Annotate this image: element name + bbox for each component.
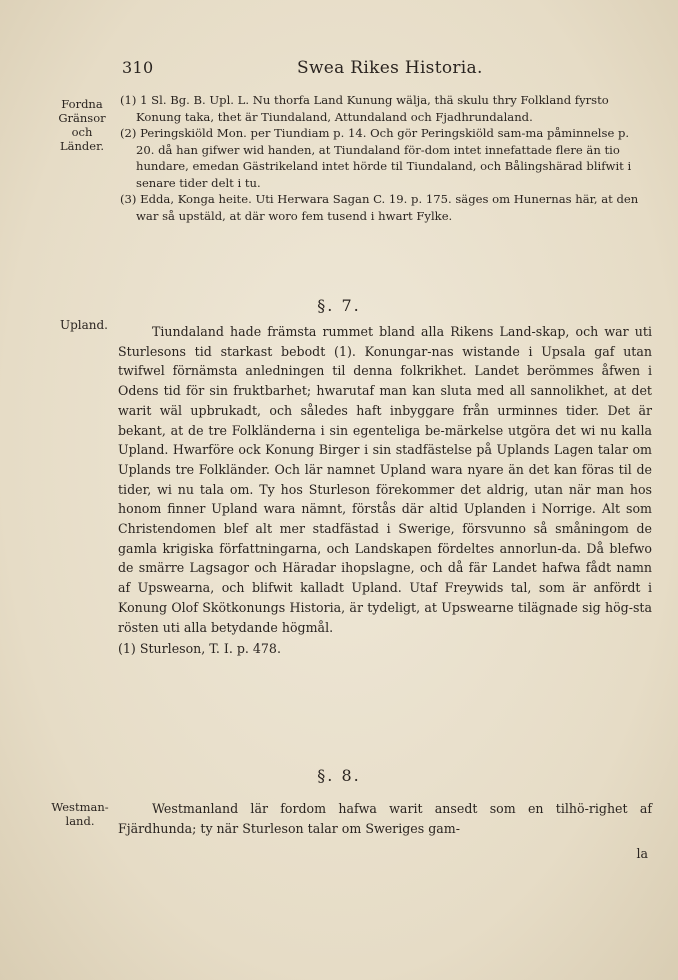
page-number: 310	[122, 58, 154, 77]
section-7-footnote: (1) Sturleson, T. I. p. 478.	[118, 641, 281, 657]
margin-note-line: Fordna	[61, 97, 103, 111]
margin-note-line: Gränsor	[58, 111, 106, 125]
footnote-2: (2) Peringskiöld Mon. per Tiundiam p. 14. Och gör Peringskiöld sam-ma påminnelse p. 20. då han gifwer wid handen, at Tiundaland för-dom intet innefattade flere än tio hundare, emedan Gästrikeland intet hörde til Tiundaland, och Bålingshärad blifwit i senare tider delt i tu.	[120, 126, 632, 190]
margin-note-line: och	[71, 125, 93, 139]
margin-note-westmanland	[44, 800, 116, 828]
section-7-paragraph: Tiundaland hade främsta rummet bland alla Rikens Land-skap, och war uti Sturlesons tid starkast bebodt (1). Konungar-nas wistande i Upsala gaf utan twifwel förnämsta anledningen til denna folkrikhet. Landet berömmes åfwen i Odens tid för sin fruktbarhet; hwarutaf man kan sluta med all sannolikhet, at det warit wäl upbrukadt, och således haft inbyggare från urminnes tider. Det är bekant, at de tre Folkländerna i sin egenteliga be-märkelse utgöra det wi nu kalla Upland. Hwarföre ock Konung Birger i sin stadfästelse på Uplands Lagen talar om Uplands tre Folkländer. Och lär namnet Upland wara nyare än det kan föras til de tider, wi nu tala om. Ty hos Sturleson förekommer det aldrig, utan när man hos honom finner Upland wara nämnt, förstås där altid Uplanden i Norrige. Alt som Christendomen blef alt mer stadfästad i Swerige, försvunno så småningom de gamla krigiska författningarna, och Landskapen fördeltes annorlun-da. Då blefwo de smärre Lagsagor och Häradar ihopslagne, och då fär Landet hafwa fådt namn af Upswearna, och blifwit kalladt Upland. Utaf Freywids tal, som är anfördt i Konung Olof Skötkonungs Historia, är tydeligt, at Upswearne tilägnade sig hög-sta rösten uti alla betydande högmål.	[118, 324, 652, 635]
running-title: Swea Rikes Historia.	[297, 58, 483, 78]
margin-note-line: Länder.	[60, 139, 104, 153]
margin-note-line: land.	[65, 814, 95, 828]
footnote-1: (1) 1 Sl. Bg. B. Upl. L. Nu thorfa Land Kunung wälja, thä skulu thry Folkland fyrsto Konung taka, thet är Tiundaland, Attundaland och Fjadhrundaland.	[120, 93, 609, 124]
footnote-block	[120, 92, 650, 224]
section-heading-7: §. 7.	[317, 296, 361, 315]
margin-note-fordna	[46, 97, 118, 153]
margin-note-line: Westman-	[51, 800, 109, 814]
section-8-paragraph: Westmanland lär fordom hafwa warit ansedt som en tilhö-righet af Fjärdhunda; ty när Sturleson talar om Sweriges gam-	[118, 801, 652, 836]
section-heading-8: §. 8.	[317, 766, 361, 785]
footnote-3: (3) Edda, Konga heite. Uti Herwara Sagan C. 19. p. 175. säges om Hunernas här, at den war så upstäld, at där woro fem tusend i hwart Fylke.	[120, 192, 639, 223]
margin-note-upland: Upland.	[59, 318, 108, 332]
catchword: la	[636, 846, 648, 861]
section-8-body	[118, 799, 652, 838]
section-7-body	[118, 322, 652, 659]
